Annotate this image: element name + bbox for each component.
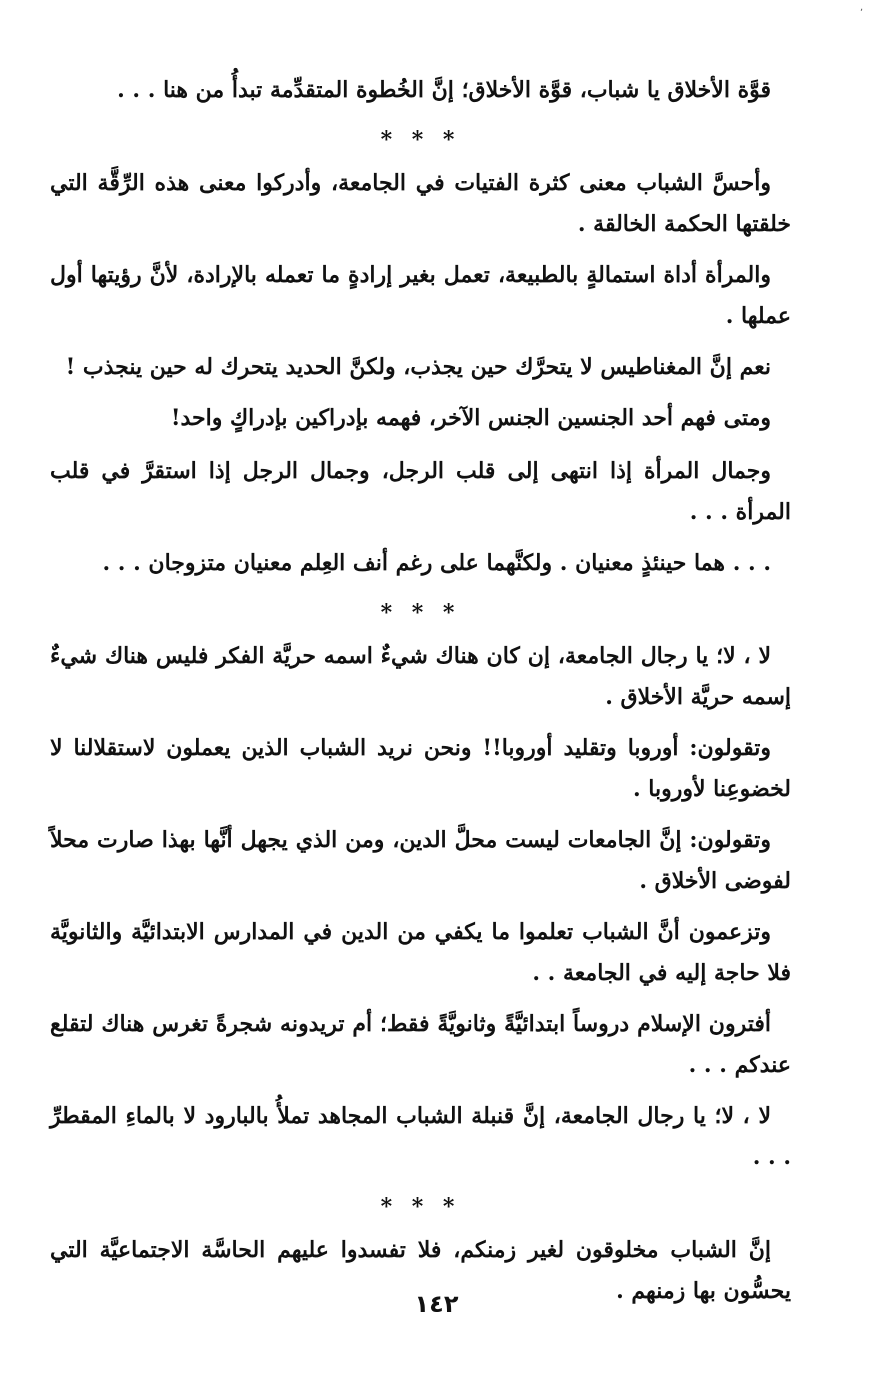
- page-body: [50, 70, 791, 1322]
- paragraph: وجمال المرأة إذا انتهى إلى قلب الرجل، وجمال الرجل إذا استقرَّ في قلب المرأة . . .: [50, 458, 791, 525]
- paragraph: لا ، لا؛ يا رجال الجامعة، إن كان هناك شيءٌ اسمه حريَّة الفكر فليس هناك شيءٌ إسمه حريَّة الأخلاق .: [50, 643, 791, 710]
- section-separator: * * *: [380, 1194, 461, 1220]
- paragraph: وتقولون: إنَّ الجامعات ليست محلَّ الدين، ومن الذي يجهل أنَّها بهذا صارت محلاً لفوضى الأخلاق .: [50, 827, 791, 894]
- paragraph: وتقولون: أوروبا وتقليد أوروبا!! ونحن نريد الشباب الذين يعملون لاستقلالنا لا لخضوعِنا لأوروبا .: [50, 735, 791, 802]
- section-separator: * * *: [380, 127, 461, 153]
- page-number: ١٤٢: [414, 1290, 459, 1318]
- paragraph: وتزعمون أنَّ الشباب تعلموا ما يكفي من الدين في المدارس الابتدائيَّة والثانويَّة فلا حاجة إليه في الجامعة . .: [50, 919, 791, 986]
- paragraph: نعم إنَّ المغناطيس لا يتحرَّك حين يجذب، ولكنَّ الحديد يتحرك له حين ينجذب !: [65, 354, 771, 380]
- paragraph: لا ، لا؛ يا رجال الجامعة، إنَّ قنبلة الشباب المجاهد تملأُ بالبارود لا بالماءِ المقطرِّ . . .: [50, 1103, 791, 1170]
- paragraph: قوَّة الأخلاق يا شباب، قوَّة الأخلاق؛ إنَّ الخُطوة المتقدِّمة تبدأُ من هنا . . .: [117, 77, 771, 103]
- paragraph: والمرأة أداة استمالةٍ بالطبيعة، تعمل بغير إرادةٍ ما تعمله بالإرادة، لأنَّ رؤيتها أول عملها .: [50, 262, 791, 329]
- paragraph: . . . هما حينئذٍ معنيان . ولكنَّهما على رغم أنف العِلم معنيان متزوجان . . .: [102, 550, 771, 576]
- paragraph: وأحسَّ الشباب معنى كثرة الفتيات في الجامعة، وأدركوا معنى هذه الرِّقَّة التي خلقتها الحكمة الخالقة .: [50, 170, 791, 237]
- paragraph: ومتى فهم أحد الجنسين الجنس الآخر، فهمه بإدراكين بإدراكٍ واحد!: [170, 405, 771, 431]
- section-separator: * * *: [380, 600, 461, 626]
- paragraph: إنَّ الشباب مخلوقون لغير زمنكم، فلا تفسدوا عليهم الحاسَّة الاجتماعيَّة التي يحسُّون بها زمنهم .: [50, 1237, 791, 1304]
- corner-mark: ٬: [859, 8, 863, 19]
- paragraph: أفترون الإسلام دروساً ابتدائيَّةً وثانويَّةً فقط؛ أم تريدونه شجرةً تغرس هناك لتقلع عندكم . . .: [50, 1011, 791, 1078]
